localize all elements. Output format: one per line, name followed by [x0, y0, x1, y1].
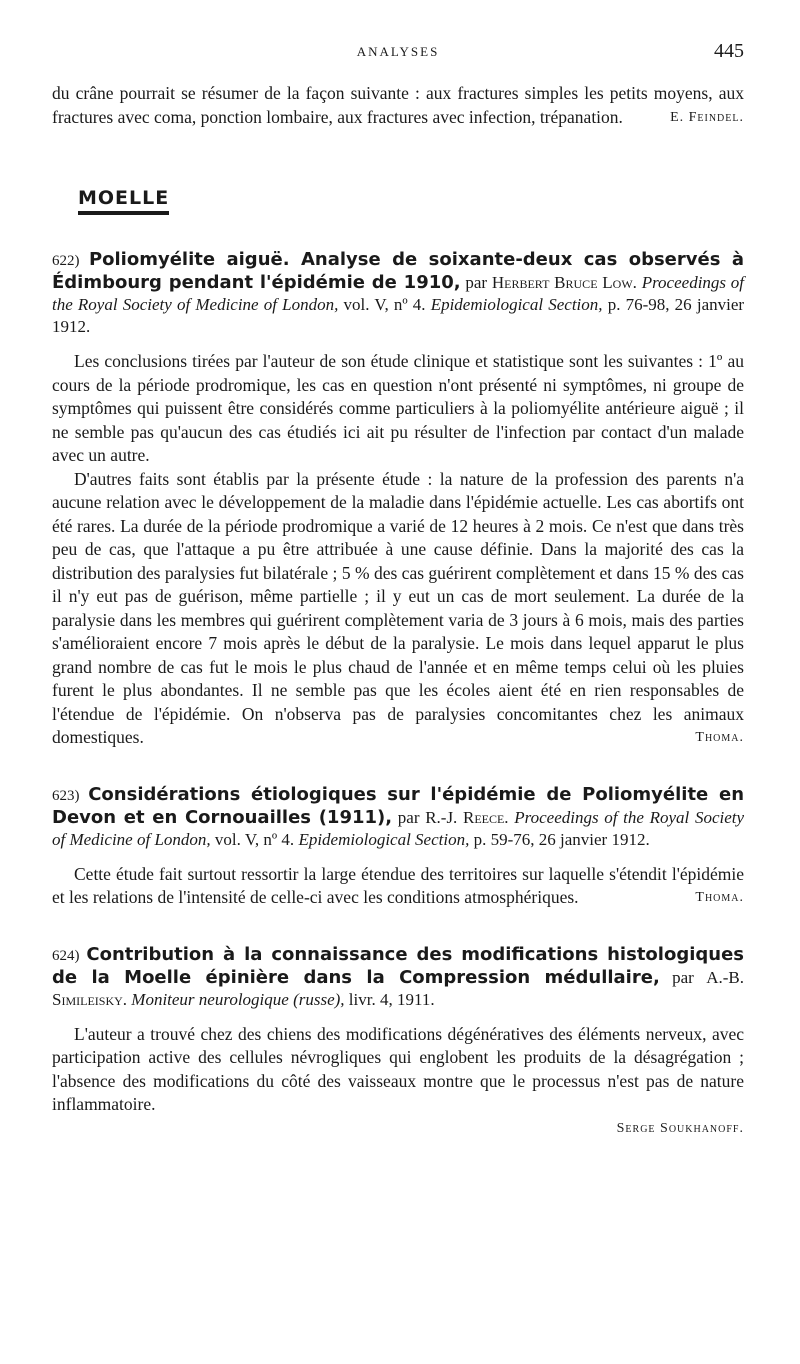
article-paragraph-text: D'autres faits sont établis par la présente étude : la nature de la profession des parents n'a aucune relation avec le développement de la maladie dans l'épidémie actuelle. Les cas abortifs ont été rares. La durée de la période prodromique a varié de 12 heures à 2 mois. Ce n'est que dans très peu de cas, que l'attaque a pu être attribuée à une cause définie. Dans la majorité des cas la distribution des paralysies fut bilatérale ; 5 % des cas guérirent complètement et dans 15 % des cas il n'y eut pas de guérison, même partielle ; il y eut un cas de mort seulement. La durée de la paralysie dans les membres qui guérirent complètement varia de 3 jours à 6 mois, mais des parties s'amélioraient encore 7 mois après le début de la paralysie. Le mois dans lequel apparut le plus grand nombre de cas fut le mois le plus chaud de l'année et en même temps celui où les pluies furent le plus abondantes. Il ne semble pas que les écoles aient été en rien responsables de l'étendue de l'épidémie. On n'observa pas de paralysies concomitantes chez les animaux domestiques.: [52, 468, 744, 747]
article-624: [52, 944, 744, 1141]
article-heading: [52, 784, 744, 851]
article-heading: [52, 944, 744, 1011]
continued-signature: E. Feindel.: [670, 109, 744, 125]
article-title: Considérations étiologiques sur l'épidémie de Poliomyélite en Devon et en Cornouailles (1911),: [52, 783, 745, 828]
article-journal: Moniteur neurologique (russe),: [131, 989, 345, 1009]
article-author: Herbert Bruce Low.: [491, 273, 637, 292]
article-author: A.-B. Simileisky.: [52, 967, 744, 1009]
article-number: 624): [52, 947, 80, 964]
article-paragraph-text: Cette étude fait surtout ressortir la large étendue des territoires sur laquelle s'étendit l'épidémie et les relations de l'intensité de celle-ci avec les conditions atmosphériques.: [52, 863, 744, 907]
article-journal: Proceedings of the Royal Society of Medicine of London,: [52, 807, 745, 849]
continued-paragraph: [52, 82, 744, 129]
page-number: 445: [714, 40, 744, 62]
article-journal-section: Epidemiological Section,: [430, 295, 603, 314]
article-title: Poliomyélite aiguë. Analyse de soixante-deux cas observés à Édimbourg pendant l'épidémie de 1910,: [52, 249, 745, 293]
article-journal: Proceedings of the Royal Society of Medicine of London,: [52, 273, 745, 314]
article-paragraph: [52, 863, 744, 910]
article-by: par: [397, 807, 420, 827]
continued-text: du crâne pourrait se résumer de la façon suivante : aux fractures simples les petits moyens, aux fractures avec coma, ponction lombaire, aux fractures avec infection, trépanation.: [52, 83, 744, 127]
running-head: [52, 0, 744, 70]
article-ref-1: livr. 4, 1911.: [348, 989, 435, 1009]
article-ref-1: vol. V, nº 4.: [343, 295, 426, 314]
article-by: par: [465, 273, 488, 292]
article-paragraph: L'auteur a trouvé chez des chiens des modifications dégénératives des éléments nerveux, avec participation active des cellules névrogliques qui englobent les produits de la désagrégation ; l'absence des modifications du côté des vaisseaux montre que le processus n'est pas de nature inflammatoire.: [52, 1023, 744, 1114]
article-journal-section: Epidemiological Section,: [298, 829, 470, 849]
article-622: [52, 249, 744, 750]
article-ref-2: p. 59-76, 26 janvier 1912.: [473, 829, 650, 849]
article-623: [52, 784, 744, 910]
article-by: par: [672, 967, 694, 987]
article-ref-1: vol. V, nº 4.: [214, 829, 295, 849]
article-title: Contribution à la connaissance des modifications histologiques de la Moelle épinière dans la Compression médullaire,: [52, 943, 745, 988]
article-ref-2: p. 76-98, 26 janvier 1912.: [52, 295, 745, 336]
section-title: MOELLE: [78, 187, 169, 215]
article-body: [52, 863, 744, 910]
article-body: [52, 350, 744, 750]
article-number: 623): [52, 787, 80, 804]
article-heading: [52, 249, 744, 338]
article-paragraph: Les conclusions tirées par l'auteur de son étude clinique et statistique sont les suivantes : 1º au cours de la période prodromique, les cas en question n'ont présenté ni symptômes, ni groupe de symptômes qui puissent être considérés comme particuliers à la poliomyélite antérieure aiguë ; il ne semble pas qu'aucun des cas étudiés ici ait pu résulter de l'infection par contact d'un malade avec un autre.: [52, 351, 744, 465]
article-body: [52, 1023, 744, 1141]
article-signature: Thoma.: [695, 890, 744, 905]
article-number: 622): [52, 253, 80, 269]
article-paragraph: [52, 468, 744, 750]
article-signature: Serge Soukhanoff.: [616, 1120, 744, 1136]
running-head-title: ANALYSES: [356, 44, 440, 59]
article-author: R.-J. Reece.: [425, 807, 509, 827]
article-signature: Thoma.: [695, 730, 744, 745]
